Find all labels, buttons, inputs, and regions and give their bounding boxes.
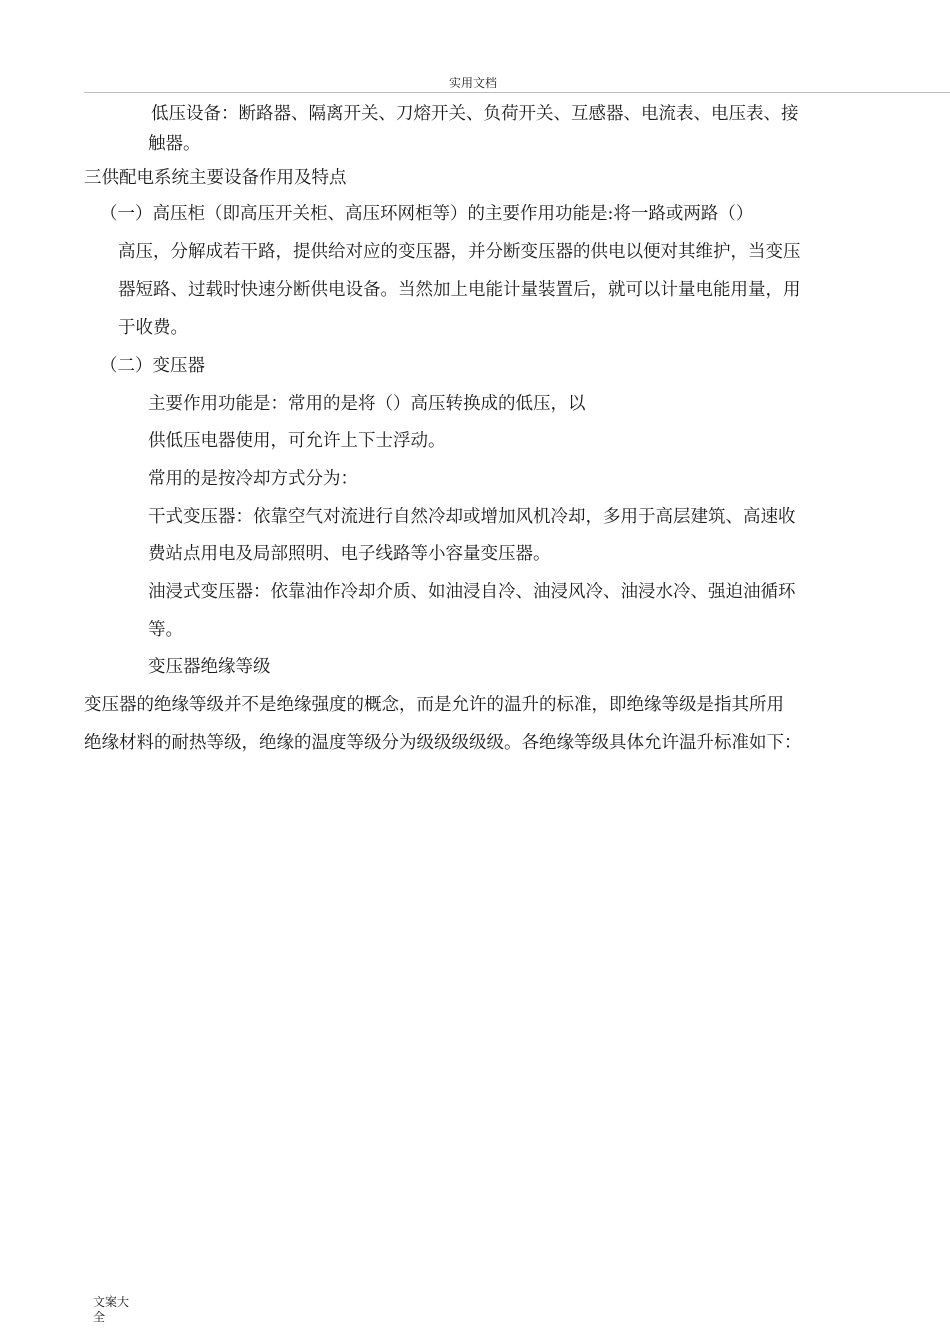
subsection-heading: （一）高压柜（即高压开关柜、高压环网柜等）的主要作用功能是:将一路或两路（） xyxy=(100,204,754,224)
text-line: 等。 xyxy=(148,620,183,640)
subsection-heading: 变压器绝缘等级 xyxy=(148,657,271,677)
text-line: 主要作用功能是：常用的是将（）高压转换成的低压，以 xyxy=(148,394,586,414)
subsection-heading: （二）变压器 xyxy=(100,356,205,376)
text-line: 费站点用电及局部照明、电子线路等小容量变压器。 xyxy=(148,544,551,564)
page-header: 实用文档 xyxy=(449,76,498,90)
text-line: 低压设备：断路器、隔离开关、刀熔开关、负荷开关、互感器、电流表、电压表、接 xyxy=(151,104,799,124)
text-line: 常用的是按冷却方式分为： xyxy=(148,469,358,489)
text-line: 于收费。 xyxy=(118,318,188,338)
text-line: 干式变压器：依靠空气对流进行自然冷却或增加风机冷却，多用于高层建筑、高速收 xyxy=(148,507,796,527)
header-rule xyxy=(84,92,950,93)
text-line: 高压，分解成若干路，提供给对应的变压器，并分断变压器的供电以便对其维护，当变压 xyxy=(118,242,801,262)
text-line: 器短路、过载时快速分断供电设备。当然加上电能计量装置后，就可以计量电能用量，用 xyxy=(118,280,801,300)
text-line: 绝缘材料的耐热等级，绝缘的温度等级分为级级级级级。各绝缘等级具体允许温升标准如下： xyxy=(84,733,802,753)
text-line: 触器。 xyxy=(148,134,201,154)
page-footer: 文案大全 xyxy=(93,1295,130,1324)
text-line: 变压器的绝缘等级并不是绝缘强度的概念，而是允许的温升的标准，即绝缘等级是指其所用 xyxy=(84,695,784,715)
section-heading: 三供配电系统主要设备作用及特点 xyxy=(84,168,347,188)
text-line: 油浸式变压器：依靠油作冷却介质、如油浸自冷、油浸风冷、油浸水冷、强迫油循环 xyxy=(148,582,796,602)
text-line: 供低压电器使用，可允许上下士浮动。 xyxy=(148,431,446,451)
